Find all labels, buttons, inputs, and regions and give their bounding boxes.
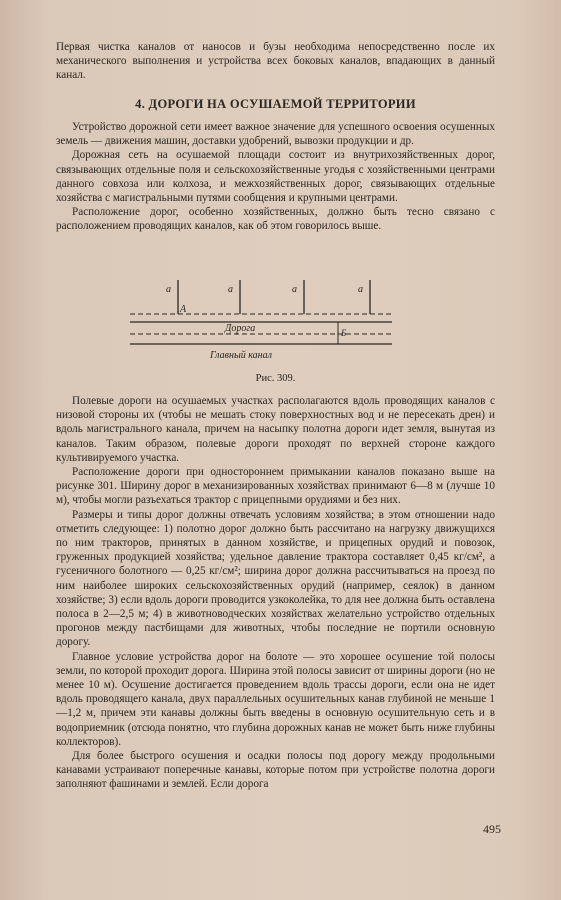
text-block-1 xyxy=(56,120,495,234)
paragraph-top xyxy=(56,40,495,83)
label-a-4: а xyxy=(358,284,363,295)
paragraph: Главное условие устройства дорог на болоте — это хорошее осушение той полосы земли, по которой проходит дорога. Ширина этой полосы зависит от ширины дороги (но не менее 10 м). Осушение достигается проведением вдоль трассы дороги, если она не идет вдоль проводящего канала, двух параллельных осушительных канав глубиной не меньше 1—1,2 м, причем эти канавы должны быть введены в основную осушительную сеть и в водоприемник (отсюда понятно, что глубина дорожных канав не может быть ниже глубины коллекторов). xyxy=(56,650,495,748)
label-a-1: а xyxy=(166,284,171,295)
paragraph: Для более быстрого осушения и осадки полосы под дорогу между продольными канавами устраивают поперечные канавы, которые потом при устройстве полотна дороги заполняют фашинами и землей. Если дорога xyxy=(56,750,495,791)
label-main-canal: Главный канал xyxy=(210,350,272,361)
label-a-2: а xyxy=(228,284,233,295)
paragraph: Устройство дорожной сети имеет важное значение для успешного освоения осушенных земель — движения машин, доставки удобрений, вывозки продукции и др. xyxy=(56,121,495,148)
section-heading: 4. ДОРОГИ НА ОСУШАЕМОЙ ТЕРРИТОРИИ xyxy=(135,97,416,111)
paragraph: Расположение дорог, особенно хозяйственных, должно быть тесно связано с расположением проводящих каналов, как об этом говорилось выше. xyxy=(56,206,495,233)
paragraph: Полевые дороги на осушаемых участках располагаются вдоль проводящих каналов с низовой стороны их (чтобы не мешать стоку поверхностных вод и не пересекать дрен) и вдоль магистрального канала, причем на насыпку полотна дороги идет земля, вынутая из каналов. Таким образом, полевые дороги проходят по верхней стороне каждого культивируемого участка. xyxy=(56,395,495,464)
page-number: 495 xyxy=(483,822,501,836)
text-block-2 xyxy=(56,394,495,792)
paragraph: Размеры и типы дорог должны отвечать условиям хозяйства; в этом отношении надо отметить следующее: 1) полотно дорог должно быть рассчитано на нагрузку движущихся по ним тракторов, принятых в данном хозяйстве, и прицепных орудий и повозок, груженных продукцией хозяйства; удельное давление трактора составляет 0,45 кг/см², а гусеничного болотного — 0,25 кг/см²; ширина дорог должна рассчитываться на проезд по ним наиболее широких сельскохозяйственных орудий (например, сеялок) в данном хозяйстве; 3) если вдоль дороги проводится узкоколейка, то для нее должна быть оставлена полоса в 2—2,5 м; 4) в животноводческих хозяйствах желательно устройство отдельных прогонов между пастбищами для животных, чтобы последние не портили основную дорогу. xyxy=(56,508,495,649)
label-A: А xyxy=(180,304,187,315)
paragraph: Дорожная сеть на осушаемой площади состоит из внутрихозяйственных дорог, связывающих отдельные поля и сельскохозяйственные угодья с хозяйственными центрами данного совхоза или колхоза, и межхозяйственных дорог, связывающих отдельные хозяйства с магистральными путями сообщения и крупными центрами. xyxy=(56,149,495,205)
label-b: Б xyxy=(341,328,347,338)
paragraph: Расположение дороги при одностороннем примыкании каналов показано выше на рисунке 301. Ширину дорог в механизированных хозяйствах принимают 6—8 м (лучше 10 м), чтобы могли разъехаться трактор с прицепными орудиями и без них. xyxy=(56,466,495,507)
paragraph: Первая чистка каналов от наносов и бузы необходима непосредственно после их механического выполнения и устройства всех боковых каналов, впадающих в данный канал. xyxy=(56,41,495,82)
figure-caption: Рис. 309. xyxy=(255,373,296,384)
label-road: Дорога xyxy=(225,323,256,334)
label-a-3: а xyxy=(292,284,297,295)
